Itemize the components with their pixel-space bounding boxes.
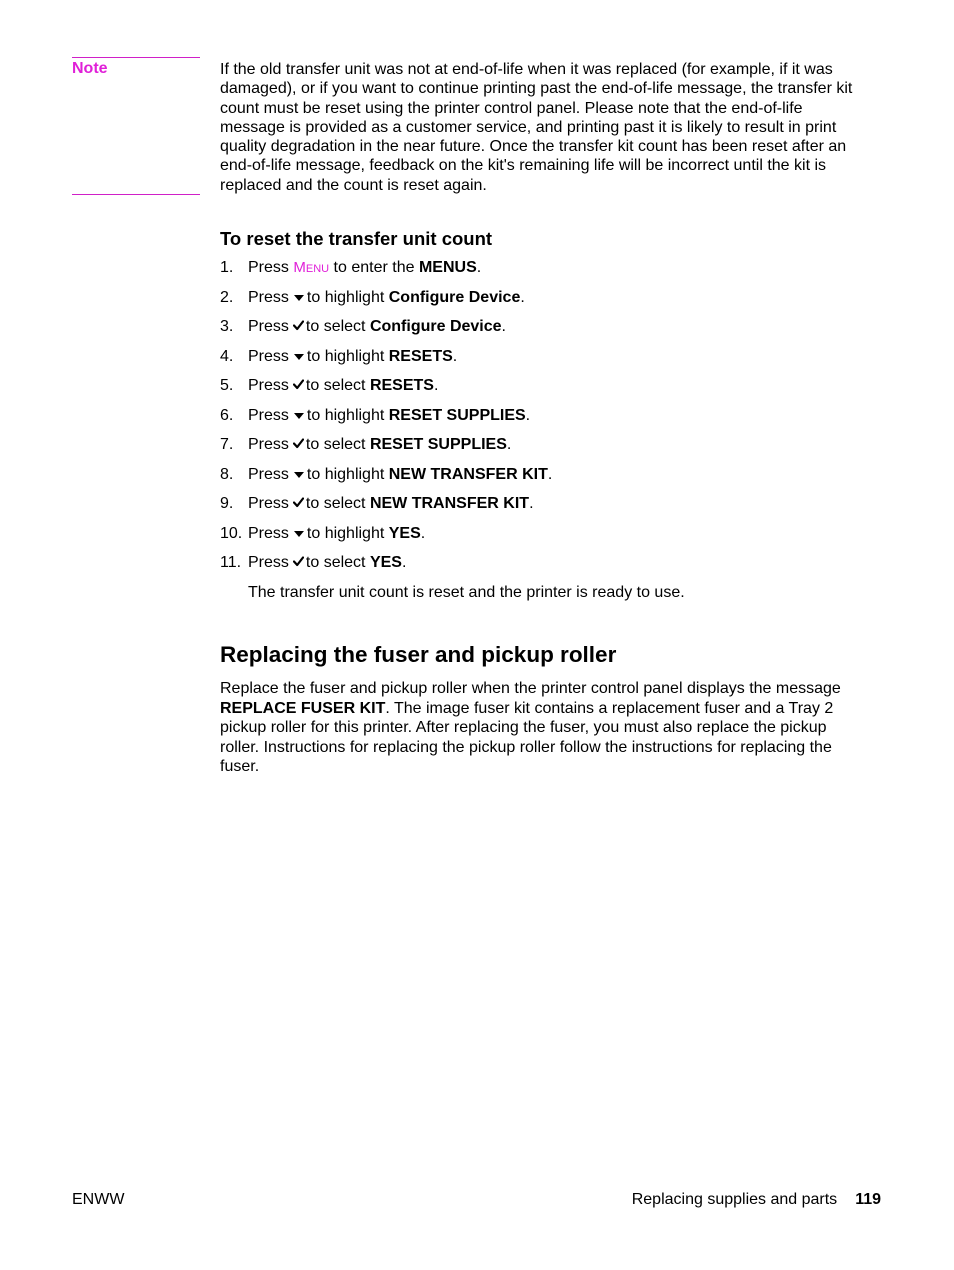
footer-right [632,1191,881,1209]
step-number: 11. [220,554,242,571]
step-target: YES [388,524,421,542]
down-arrow-icon [293,525,305,543]
step-press: Press [248,406,289,424]
step-press: Press [248,524,289,542]
step-press: Press [248,436,289,454]
step-number: 2. [220,288,234,306]
step-action: to enter the [333,259,415,276]
step-punct: . [401,554,407,572]
step-punct: . [433,377,439,395]
step-target: RESETS [369,377,434,395]
note-rule-bottom [72,194,200,195]
step-text [248,318,506,336]
step-punct: . [501,318,506,336]
step-punct: . [529,495,534,513]
page-number: 119 [855,1191,881,1208]
step-target: NEW TRANSFER KIT [369,495,530,513]
step-action: to select [305,495,366,513]
step-action: to highlight [306,465,385,483]
step-text [248,407,530,425]
step-target: Configure Device [388,288,521,306]
down-arrow-icon [293,289,305,307]
checkmark-icon [293,554,304,572]
step-press: Press [248,554,289,572]
step-target: YES [369,554,402,572]
step-punct: . [452,347,458,365]
step-action: to highlight [306,288,385,306]
down-arrow-icon [293,348,305,366]
procedure-heading: To reset the transfer unit count [220,228,493,249]
step-number: 1. [220,259,234,276]
step-press: Press [248,495,289,513]
step-action: to highlight [306,406,385,424]
footer-left: ENWW [72,1191,125,1208]
section-heading: Replacing the fuser and pickup roller [220,642,617,667]
step-press: Press [248,347,289,365]
step-press: Press [248,465,289,483]
step-target: RESETS [388,347,453,365]
step-text [248,289,525,307]
step-action: to highlight [306,347,385,365]
checkmark-icon [293,495,304,513]
step-punct: . [420,524,426,542]
step-punct: . [525,406,531,424]
step-action: to select [305,377,366,395]
step-action: to select [305,318,366,336]
checkmark-icon [293,377,304,395]
step-target: Configure Device [369,318,502,336]
step-text [248,495,534,513]
step-target: NEW TRANSFER KIT [388,465,548,483]
step-number: 4. [220,347,234,365]
section-paragraph [220,679,860,777]
step-text [248,348,457,366]
step-target: MENUS [418,259,477,276]
step-target: RESET SUPPLIES [388,406,526,424]
para-message: REPLACE FUSER KIT [220,699,386,717]
result-text: The transfer unit count is reset and the printer is ready to use. [248,584,685,601]
step-text [248,525,425,543]
step-punct: . [520,288,525,306]
step-punct: . [547,465,553,483]
note-rule-top [72,57,200,58]
menu-key: Menu [293,259,330,276]
step-number: 8. [220,465,234,483]
step-press: Press [248,377,289,395]
step-text [248,377,438,395]
step-number: 3. [220,318,234,335]
step-text [248,466,552,484]
step-number: 10. [220,524,243,542]
step-action: to highlight [306,524,385,542]
note-label: Note [72,60,108,77]
step-number: 5. [220,377,234,394]
down-arrow-icon [293,407,305,425]
step-text [248,259,481,277]
checkmark-icon [293,436,304,454]
step-action: to select [305,436,366,454]
step-punct: . [506,436,512,454]
step-press: Press [248,318,289,336]
down-arrow-icon [293,466,305,484]
step-press: Press [248,259,289,276]
step-punct: . [476,259,482,276]
step-number: 7. [220,436,234,453]
step-text [248,554,406,572]
footer-section: Replacing supplies and parts [631,1191,838,1208]
step-number: 9. [220,495,234,512]
step-text [248,436,511,454]
step-number: 6. [220,406,234,424]
step-action: to select [305,554,366,572]
checkmark-icon [293,318,304,336]
step-target: RESET SUPPLIES [369,436,507,454]
note-text: If the old transfer unit was not at end-of-life when it was replaced (for example, if it was damaged), or if you want to continue printing past the end-of-life message, the transfer kit count must be reset using the printer control panel. Please note that the end-of-life message is provided as a customer service, and printing past it is likely to result in print quality degradation in the near future. Once the transfer kit count has been reset after an end-of-life message, feedback on the kit's remaining life will be incorrect until the kit is replaced and the count is reset again. [220,61,853,194]
para-text-end: . The image fuser kit contains a replacement fuser and a Tray 2 pickup roller for this printer. After replacing the fuser, you must also replace the pickup roller. Instructions for replacing the pickup roller follow the instructions for replacing the fuser. [220,699,834,775]
para-text-start: Replace the fuser and pickup roller when the printer control panel displays the message [220,680,841,697]
step-press: Press [248,288,289,306]
